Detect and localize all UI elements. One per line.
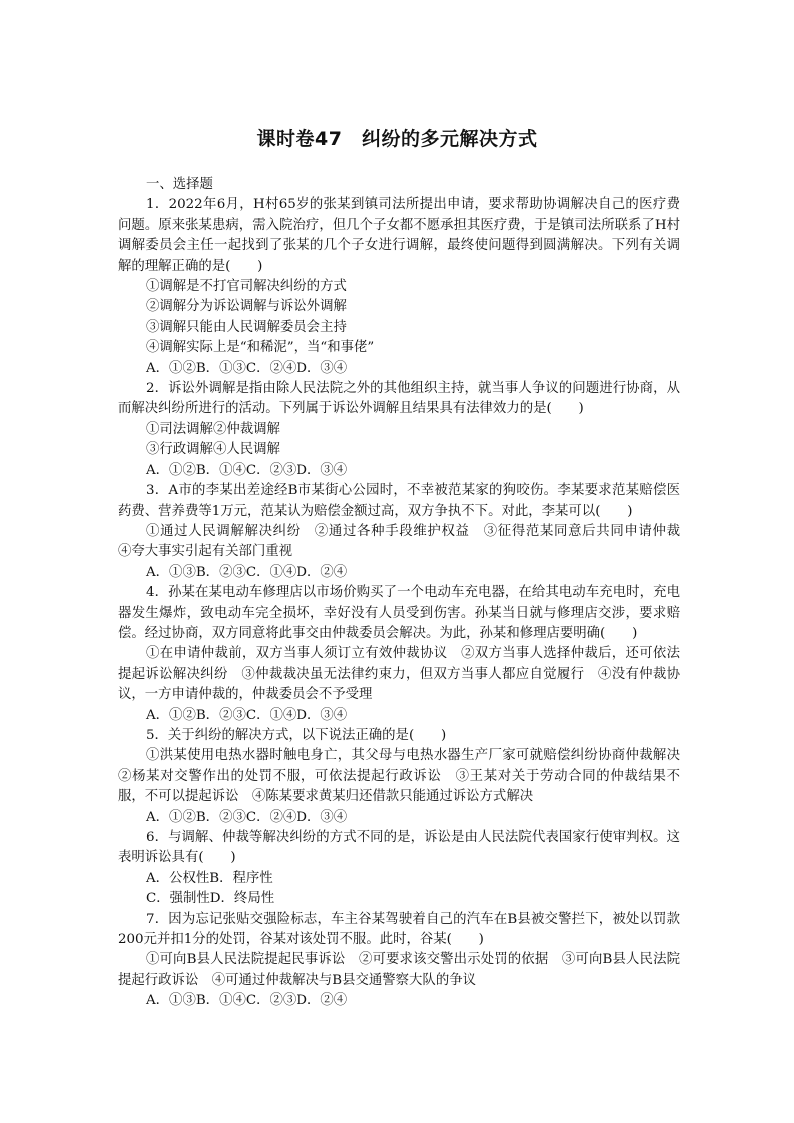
answer-choices: A．①②B．①③C．②④D．③④ bbox=[146, 360, 348, 376]
answer-choices: A．公权性B．程序性 bbox=[146, 870, 273, 886]
question-stem: 7．因为忘记张贴交强险标志，车主谷某驾驶着自己的汽车在B县被交警拦下，被处以罚款200元并扣1分的处罚，谷某对该处罚不服。此时，谷某( ) bbox=[118, 911, 680, 948]
question-stem: 4．孙某在某电动车修理店以市场价购买了一个电动车充电器，在给其电动车充电时，充电器发生爆炸，致电动车完全损坏，幸好没有人员受到伤害。孙某当日就与修理店交涉，要求赔偿。经过协商，双方同意将此事交由仲裁委员会解决。为此，孙某和修理店要明确( ) bbox=[118, 585, 680, 641]
answer-choices: A．①②B．②③C．①④D．③④ bbox=[146, 707, 348, 723]
question-4 bbox=[118, 583, 680, 726]
option-line: ④调解实际上是“和稀泥”，当“和事佬” bbox=[146, 340, 375, 356]
question-stem: 2．诉讼外调解是指由除人民法院之外的其他组织主持，就当事人争议的问题进行协商，从而解决纠纷所进行的活动。下列属于诉讼外调解且结果具有法律效力的是( ) bbox=[118, 381, 680, 417]
question-1 bbox=[118, 195, 680, 379]
option-line: ①调解是不打官司解决纠纷的方式 bbox=[146, 279, 347, 295]
question-7 bbox=[118, 910, 680, 1012]
option-block: ①通过人民调解解决纠纷 ②通过各种手段维护权益 ③征得范某同意后共同申请仲裁 ④夸大事实引起有关部门重视 bbox=[118, 523, 694, 560]
option-line: ③行政调解④人民调解 bbox=[146, 442, 280, 458]
answer-choices: A．①③B．①④C．②③D．②④ bbox=[146, 993, 348, 1009]
question-list bbox=[118, 175, 694, 1012]
answer-choices: A．①③B．②③C．①④D．②④ bbox=[146, 564, 348, 580]
question-stem: 6．与调解、仲裁等解决纠纷的方式不同的是，诉讼是由人民法院代表国家行使审判权。这表明诉讼具有( ) bbox=[118, 830, 680, 866]
option-line: ③调解只能由人民调解委员会主持 bbox=[146, 319, 347, 335]
option-block: ①可向B县人民法院提起民事诉讼 ②可要求该交警出示处罚的依据 ③可向B县人民法院提起行政诉讼 ④可通过仲裁解决与B县交通警察大队的争议 bbox=[118, 952, 680, 988]
page-title: 课时卷47 纠纷的多元解决方式 bbox=[256, 128, 538, 150]
section-heading: 一、选择题 bbox=[146, 177, 213, 192]
answer-choices: A．①②B．①④C．②③D．③④ bbox=[146, 462, 348, 478]
question-5 bbox=[118, 726, 694, 828]
question-2 bbox=[118, 379, 680, 481]
question-3 bbox=[118, 481, 694, 583]
question-6 bbox=[118, 828, 680, 910]
option-line: ②调解分为诉讼调解与诉讼外调解 bbox=[146, 299, 347, 315]
answer-choices: C．强制性D．终局性 bbox=[146, 891, 275, 907]
option-line: ①司法调解②仲裁调解 bbox=[146, 421, 280, 437]
question-stem: 3．A市的李某出差途经B市某街心公园时，不幸被范某家的狗咬伤。李某要求范某赔偿医药费、营养费等1万元，范某认为赔偿金额过高，双方争执不下。对此，李某可以( ) bbox=[118, 483, 680, 519]
option-block: ①在申请仲裁前，双方当事人须订立有效仲裁协议 ②双方当事人选择仲裁后，还可依法提起诉讼解决纠纷 ③仲裁裁决虽无法律约束力，但双方当事人都应自觉履行 ④没有仲裁协议，一方申请仲裁的，仲裁委员会不予受理 bbox=[118, 646, 680, 703]
question-stem: 1．2022年6月，H村65岁的张某到镇司法所提出申请，要求帮助协调解决自己的医疗费问题。原来张某患病，需入院治疗，但几个子女都不愿承担其医疗费，于是镇司法所联系了H村调解委员会主任一起找到了张某的几个子女进行调解，最终使问题得到圆满解决。下列有关调解的理解正确的是( ) bbox=[118, 197, 680, 274]
answer-choices: A．①②B．②③C．②④D．③④ bbox=[146, 809, 348, 825]
option-block: ①洪某使用电热水器时触电身亡，其父母与电热水器生产厂家可就赔偿纠纷协商仲裁解决 ②杨某对交警作出的处罚不服，可依法提起行政诉讼 ③王某对关于劳动合同的仲裁结果不服，不可以提起诉讼 ④陈某要求黄某归还借款只能通过诉讼方式解决 bbox=[118, 748, 694, 805]
question-stem: 5．关于纠纷的解决方式，以下说法正确的是( ) bbox=[146, 727, 447, 743]
